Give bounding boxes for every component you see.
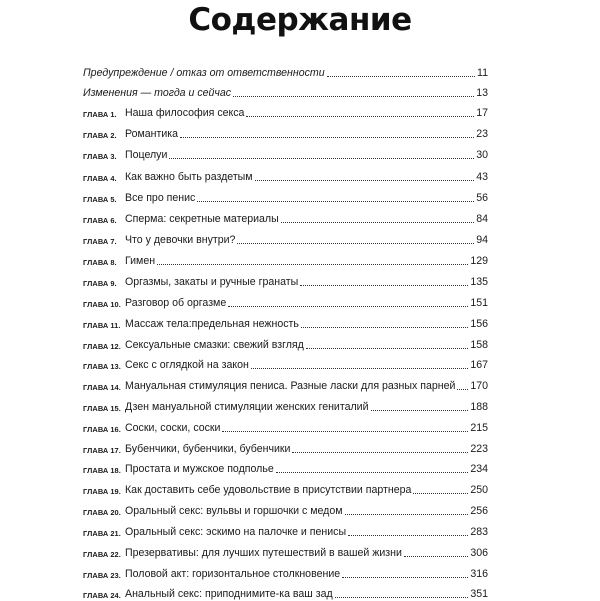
dot-leader xyxy=(301,327,468,328)
chapter-label xyxy=(83,259,125,268)
chapter-number: 20. xyxy=(110,507,121,517)
chapter-word: ГЛАВА xyxy=(83,257,109,267)
chapter-label xyxy=(83,509,125,518)
page-number: 156 xyxy=(470,318,488,331)
page-number: 316 xyxy=(470,568,488,581)
dot-leader xyxy=(457,389,468,390)
toc-entry xyxy=(83,585,488,601)
chapter-number: 16. xyxy=(110,424,121,434)
chapter-number: 11. xyxy=(110,320,121,330)
chapter-word: ГЛАВА xyxy=(83,320,109,330)
chapter-label xyxy=(83,322,125,331)
dot-leader xyxy=(222,431,468,432)
chapter-number: 23. xyxy=(110,570,121,580)
chapter-word: ГЛАВА xyxy=(83,549,109,559)
chapter-word: ГЛАВА xyxy=(83,173,109,183)
chapter-label xyxy=(83,175,125,184)
toc-entry xyxy=(83,189,488,205)
dot-leader xyxy=(246,116,474,117)
entry-title: Разговор об оргазме xyxy=(125,297,227,310)
chapter-number: 1. xyxy=(110,109,117,119)
chapter-label xyxy=(83,111,125,120)
dot-leader xyxy=(237,243,474,244)
entry-title: Изменения — тогда и сейчас xyxy=(83,87,232,100)
entry-title: Оральный секс: эскимо на палочке и пенисы xyxy=(125,526,347,539)
chapter-number: 3. xyxy=(110,151,117,161)
toc-entry xyxy=(83,315,488,331)
entry-title: Бубенчики, бубенчики, бубенчики xyxy=(125,443,291,456)
entry-title: Соски, соски, соски xyxy=(125,422,221,435)
toc-entry xyxy=(83,481,488,497)
page-number: 43 xyxy=(476,171,488,184)
chapter-number: 13. xyxy=(110,361,121,371)
dot-leader xyxy=(255,180,475,181)
entry-title: Массаж тела:предельная нежность xyxy=(125,318,299,331)
chapter-word: ГЛАВА xyxy=(83,445,109,455)
chapter-word: ГЛАВА xyxy=(83,361,109,371)
dot-leader xyxy=(292,452,468,453)
page-number: 56 xyxy=(476,192,488,205)
chapter-label xyxy=(83,384,125,393)
chapter-label xyxy=(83,405,125,414)
dot-leader xyxy=(281,222,475,223)
dot-leader xyxy=(348,535,468,536)
toc-entry xyxy=(83,104,488,120)
entry-title: Секс с оглядкой на закон xyxy=(125,359,249,372)
page-number: 250 xyxy=(470,484,488,497)
page-number: 170 xyxy=(470,380,488,393)
dot-leader xyxy=(300,285,468,286)
chapter-number: 5. xyxy=(110,194,117,204)
entry-title: Презервативы: для лучших путешествий в вашей жизни xyxy=(125,547,402,560)
toc-entry xyxy=(83,565,488,581)
chapter-label xyxy=(83,363,125,372)
dot-leader xyxy=(306,348,468,349)
chapter-word: ГЛАВА xyxy=(83,215,109,225)
chapter-word: ГЛАВА xyxy=(83,486,109,496)
page-number: 215 xyxy=(470,422,488,435)
chapter-word: ГЛАВА xyxy=(83,236,109,246)
page-number: 151 xyxy=(470,297,488,310)
chapter-word: ГЛАВА xyxy=(83,570,109,580)
toc-entry xyxy=(83,210,488,226)
chapter-word: ГЛАВА xyxy=(83,528,109,538)
chapter-number: 14. xyxy=(110,382,121,392)
chapter-label xyxy=(83,343,125,352)
dot-leader xyxy=(327,76,475,77)
toc-entry xyxy=(83,294,488,310)
chapter-word: ГЛАВА xyxy=(83,130,109,140)
toc-entry xyxy=(83,460,488,476)
page-number: 283 xyxy=(470,526,488,539)
dot-leader xyxy=(276,472,469,473)
toc-entry xyxy=(83,168,488,184)
page-number: 234 xyxy=(470,463,488,476)
chapter-word: ГЛАВА xyxy=(83,151,109,161)
chapter-number: 12. xyxy=(110,341,121,351)
chapter-label xyxy=(83,238,125,247)
chapter-word: ГЛАВА xyxy=(83,590,109,600)
entry-title: Наша философия секса xyxy=(125,107,245,120)
page-number: 17 xyxy=(476,107,488,120)
page-number: 84 xyxy=(476,213,488,226)
entry-title: Сперма: секретные материалы xyxy=(125,213,279,226)
toc-entry xyxy=(83,398,488,414)
entry-title: Предупреждение / отказ от ответственности xyxy=(83,67,325,80)
entry-title: Все про пенис xyxy=(125,192,196,205)
page-number: 188 xyxy=(470,401,488,414)
entry-title: Сексуальные смазки: свежий взгляд xyxy=(125,339,304,352)
chapter-label xyxy=(83,530,125,539)
toc-entry xyxy=(83,419,488,435)
entry-title: Оральный секс: вульвы и горшочки с медом xyxy=(125,505,343,518)
chapter-label xyxy=(83,301,125,310)
chapter-label xyxy=(83,467,125,476)
toc-entry xyxy=(83,231,488,247)
chapter-label xyxy=(83,572,125,581)
toc-entry xyxy=(83,252,488,268)
chapter-word: ГЛАВА xyxy=(83,403,109,413)
page-number: 23 xyxy=(476,128,488,141)
chapter-label xyxy=(83,153,125,162)
toc-entry xyxy=(83,273,488,289)
chapter-word: ГЛАВА xyxy=(83,278,109,288)
chapter-word: ГЛАВА xyxy=(83,507,109,517)
toc-entry xyxy=(83,84,488,100)
chapter-label xyxy=(83,551,125,560)
toc-entry xyxy=(83,64,488,80)
entry-title: Дзен мануальной стимуляции женских гениталий xyxy=(125,401,369,414)
entry-title: Гимен xyxy=(125,255,156,268)
chapter-number: 7. xyxy=(110,236,117,246)
dot-leader xyxy=(335,597,469,598)
chapter-number: 4. xyxy=(110,173,117,183)
page-number: 30 xyxy=(476,149,488,162)
entry-title: Как доставить себе удовольствие в присутствии партнера xyxy=(125,484,412,497)
chapter-number: 17. xyxy=(110,445,121,455)
chapter-word: ГЛАВА xyxy=(83,109,109,119)
chapter-number: 19. xyxy=(110,486,121,496)
page-number: 13 xyxy=(476,87,488,100)
dot-leader xyxy=(197,201,474,202)
entry-title: Оргазмы, закаты и ручные гранаты xyxy=(125,276,299,289)
entry-title: Половой акт: горизонтальное столкновение xyxy=(125,568,341,581)
chapter-number: 10. xyxy=(110,299,121,309)
entry-title: Как важно быть раздетым xyxy=(125,171,253,184)
dot-leader xyxy=(180,137,474,138)
chapter-word: ГЛАВА xyxy=(83,194,109,204)
page-number: 223 xyxy=(470,443,488,456)
toc-entry xyxy=(83,523,488,539)
toc-entry xyxy=(83,544,488,560)
toc-entry xyxy=(83,336,488,352)
chapter-number: 21. xyxy=(110,528,121,538)
toc-entry xyxy=(83,440,488,456)
chapter-word: ГЛАВА xyxy=(83,299,109,309)
entry-title: Мануальная стимуляция пениса. Разные ласки для разных парней xyxy=(125,380,456,393)
dot-leader xyxy=(413,493,468,494)
dot-leader xyxy=(233,96,474,97)
chapter-label xyxy=(83,132,125,141)
chapter-word: ГЛАВА xyxy=(83,465,109,475)
toc-entry xyxy=(83,377,488,393)
toc-entry xyxy=(83,502,488,518)
chapter-label xyxy=(83,488,125,497)
entry-title: Простата и мужское подполье xyxy=(125,463,274,476)
entry-title: Что у девочки внутри? xyxy=(125,234,236,247)
dot-leader xyxy=(404,556,468,557)
chapter-label xyxy=(83,280,125,289)
chapter-word: ГЛАВА xyxy=(83,424,109,434)
chapter-word: ГЛАВА xyxy=(83,382,109,392)
page-number: 158 xyxy=(470,339,488,352)
dot-leader xyxy=(371,410,469,411)
chapter-number: 6. xyxy=(110,215,117,225)
page-number: 135 xyxy=(470,276,488,289)
chapter-label xyxy=(83,447,125,456)
page-number: 11 xyxy=(477,67,488,80)
chapter-number: 22. xyxy=(110,549,121,559)
page-number: 351 xyxy=(470,588,488,601)
toc-entry xyxy=(83,125,488,141)
page-number: 94 xyxy=(476,234,488,247)
chapter-label xyxy=(83,217,125,226)
page-number: 129 xyxy=(470,255,488,268)
chapter-number: 18. xyxy=(110,465,121,475)
entry-title: Анальный секс: приподнимите-ка ваш зад xyxy=(125,588,333,601)
dot-leader xyxy=(228,306,468,307)
page-number: 167 xyxy=(470,359,488,372)
chapter-number: 9. xyxy=(110,278,117,288)
page-number: 256 xyxy=(470,505,488,518)
chapter-word: ГЛАВА xyxy=(83,341,109,351)
entry-title: Романтика xyxy=(125,128,179,141)
page-title: Содержание xyxy=(188,2,412,38)
dot-leader xyxy=(345,514,469,515)
dot-leader xyxy=(251,368,468,369)
chapter-number: 2. xyxy=(110,130,117,140)
toc-entry xyxy=(83,356,488,372)
chapter-label xyxy=(83,426,125,435)
dot-leader xyxy=(342,577,468,578)
chapter-label xyxy=(83,196,125,205)
entry-title: Поцелуи xyxy=(125,149,168,162)
dot-leader xyxy=(169,158,474,159)
toc-entry xyxy=(83,146,488,162)
chapter-number: 8. xyxy=(110,257,117,267)
dot-leader xyxy=(157,264,468,265)
chapter-number: 15. xyxy=(110,403,121,413)
chapter-number: 24. xyxy=(110,590,121,600)
page-number: 306 xyxy=(470,547,488,560)
